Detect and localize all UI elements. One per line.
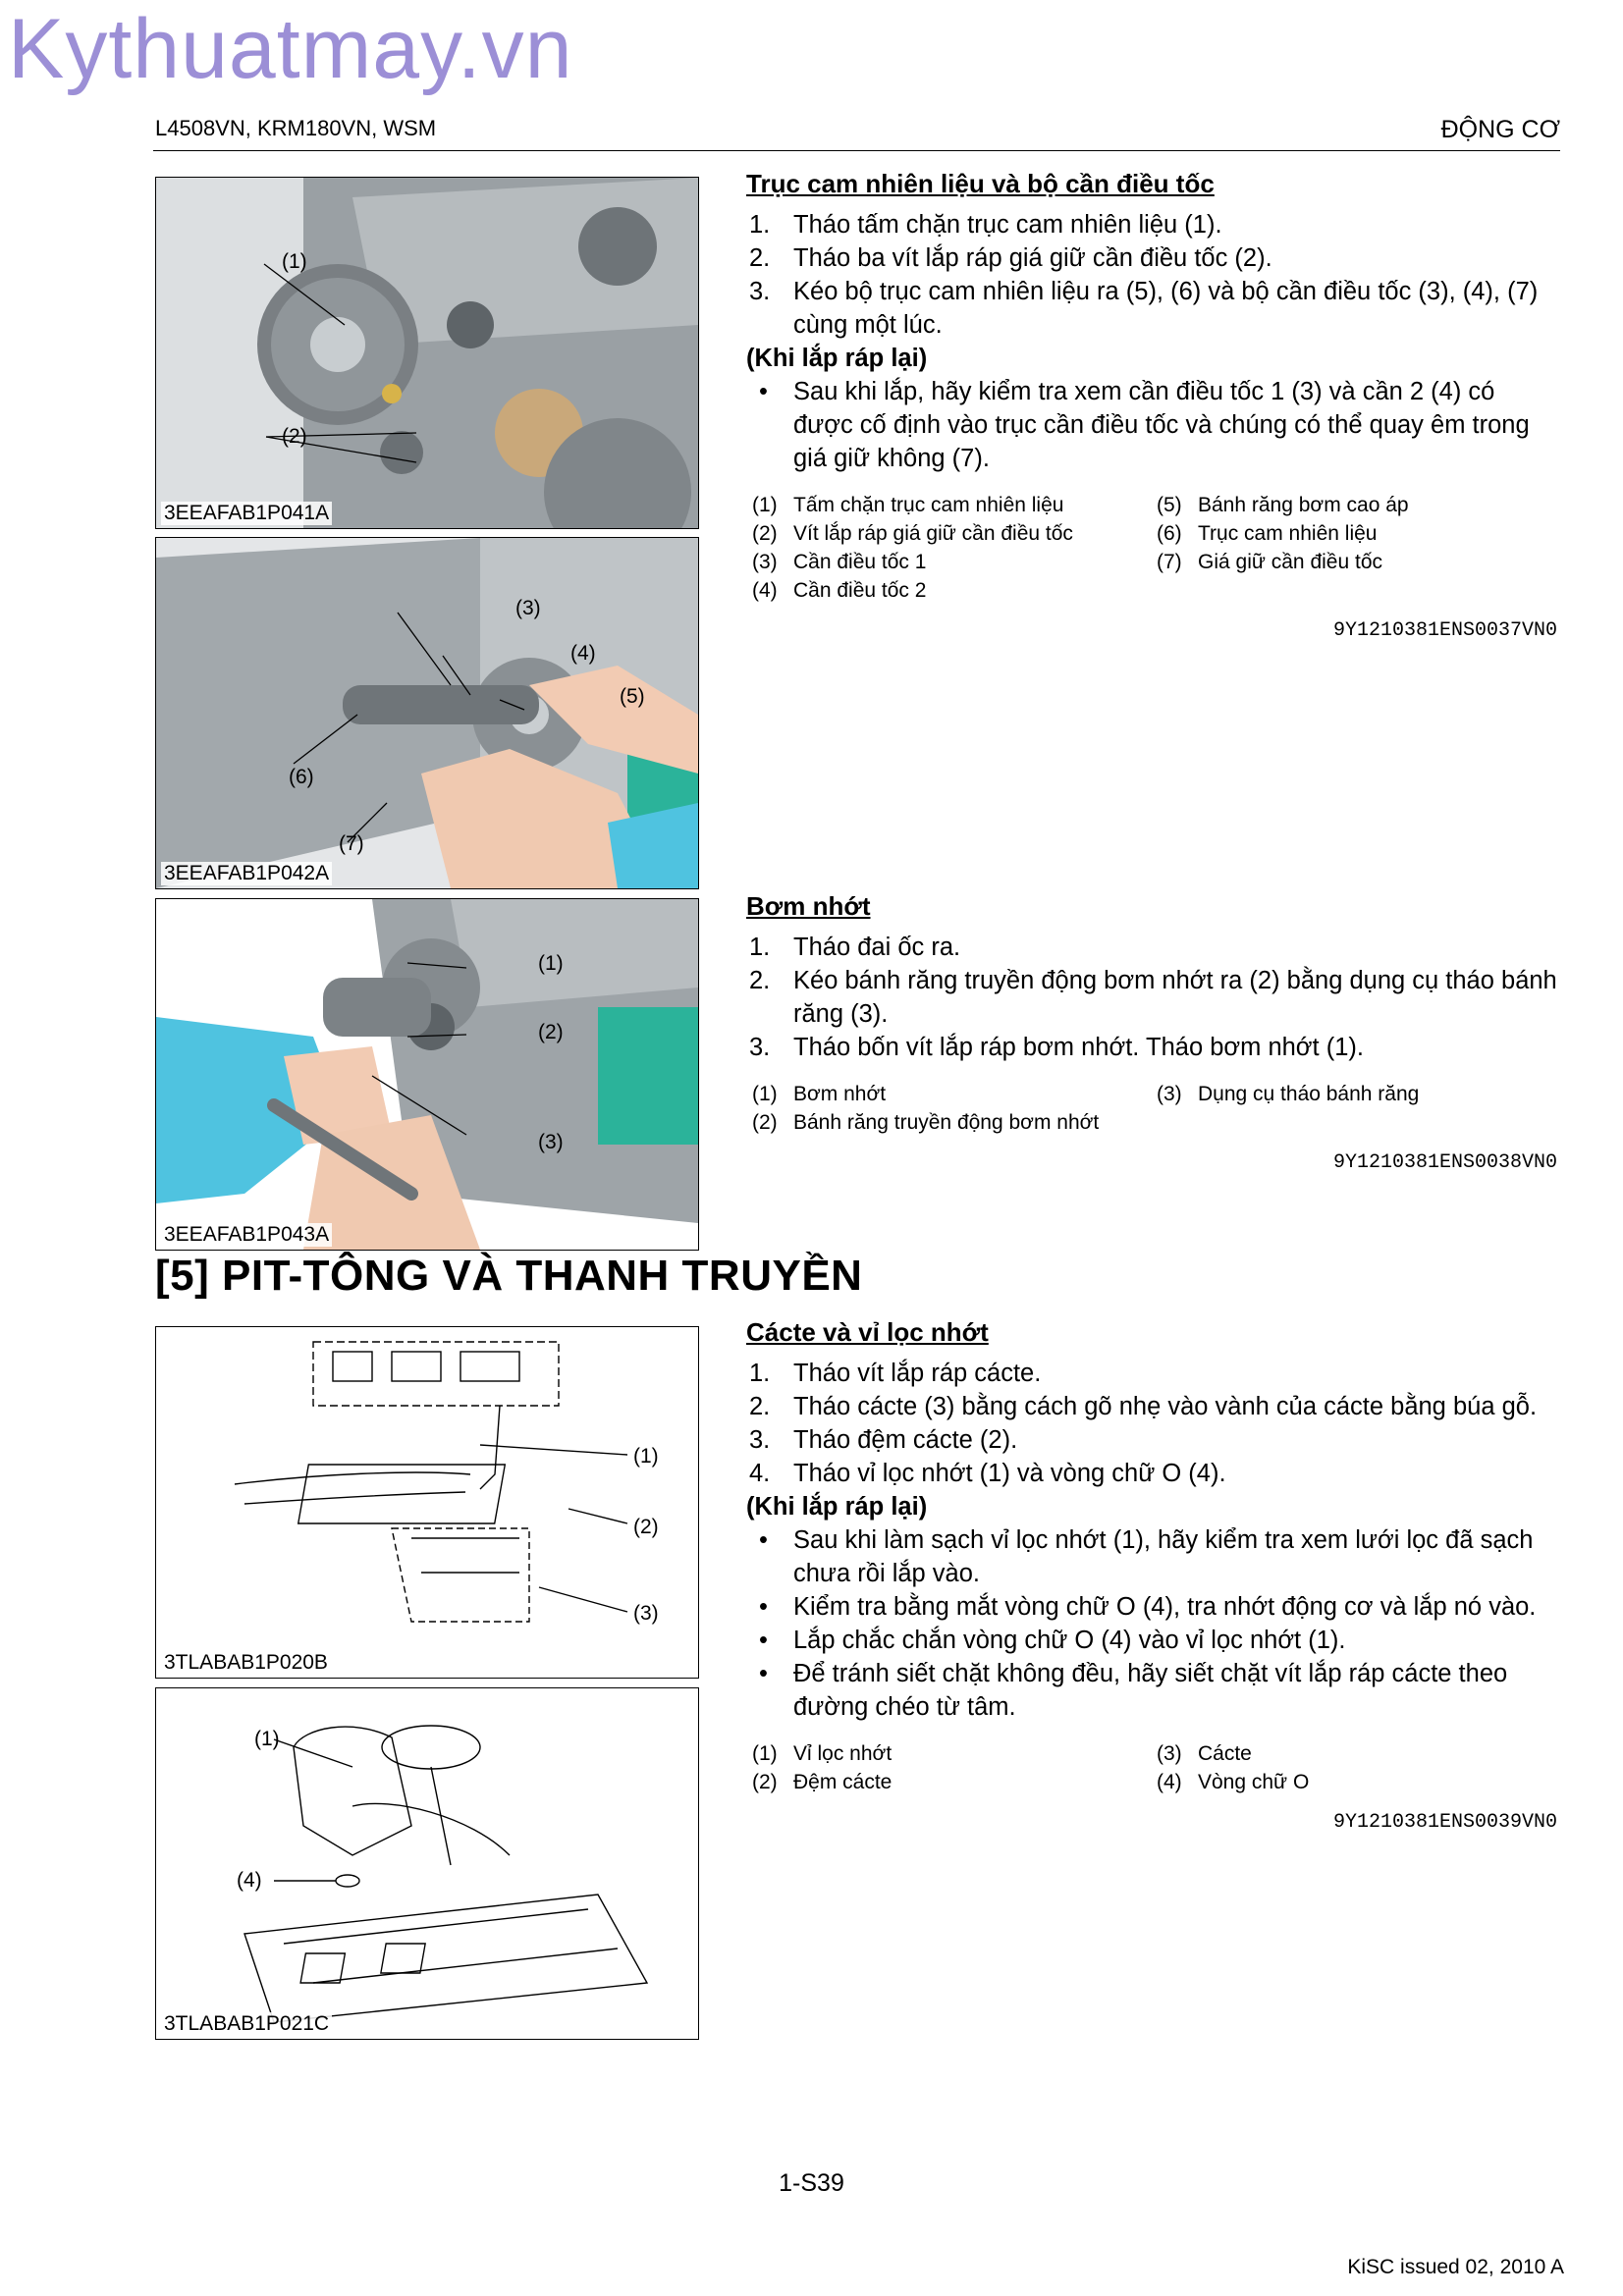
figure-code: 3TLABAB1P020B bbox=[161, 1651, 331, 1675]
section-oil-pump bbox=[746, 889, 1561, 1180]
section-title: Trục cam nhiên liệu và bộ cần điều tốc bbox=[746, 169, 1215, 198]
callout-3: (3) bbox=[633, 1602, 659, 1625]
legend bbox=[746, 1739, 1561, 1796]
step bbox=[746, 1031, 1561, 1064]
step bbox=[746, 1457, 1561, 1490]
step-number: 2. bbox=[749, 967, 771, 994]
legend-item: (2) Đệm cácte bbox=[752, 1771, 893, 1793]
header-rule bbox=[153, 150, 1560, 151]
bullet-item: • Sau khi làm sạch vỉ lọc nhớt (1), hãy kiểm tra xem lưới lọc đã sạch chưa rồi lắp vào. bbox=[759, 1526, 1534, 1587]
callout-6: (6) bbox=[289, 766, 314, 788]
step-text: Tháo cácte (3) bằng cách gõ nhẹ vào vành của cácte bằng búa gỗ. bbox=[793, 1393, 1538, 1420]
step-text: Tháo tấm chặn trục cam nhiên liệu (1). bbox=[793, 211, 1222, 239]
step bbox=[746, 931, 1561, 964]
bullet-item: • Để tránh siết chặt không đều, hãy siết chặt vít lắp ráp cácte theo đường chéo từ tâm. bbox=[759, 1660, 1508, 1721]
legend-item bbox=[1151, 1108, 1555, 1137]
line-drawing bbox=[156, 1688, 698, 2039]
figure-code: 3EEAFAB1P043A bbox=[161, 1223, 332, 1247]
bullet-text: Sau khi làm sạch vỉ lọc nhớt (1), hãy kiểm tra xem lưới lọc đã sạch chưa rồi lắp vào. bbox=[793, 1526, 1534, 1587]
document-id: 9Y1210381ENS0038VN0 bbox=[1332, 1151, 1557, 1174]
step-number: 2. bbox=[749, 244, 771, 272]
bullet-text: Sau khi lắp, hãy kiểm tra xem cần điều tốc 1 (3) và cần 2 (4) có được cố định vào trục cần điều tốc và chúng có thể quay êm trong giá giữ không (7). bbox=[793, 378, 1530, 472]
line-drawing bbox=[156, 1327, 698, 1678]
figure-camshaft-removal bbox=[155, 537, 699, 889]
figure-code: 3TLABAB1P021C bbox=[161, 2012, 332, 2036]
reassembly-subheading: (Khi lắp ráp lại) bbox=[746, 345, 928, 372]
legend-item: (3) Cần điều tốc 1 bbox=[752, 551, 927, 573]
legend-item: (7) Giá giữ cần điều tốc bbox=[1157, 551, 1382, 573]
step-number: 3. bbox=[749, 1426, 771, 1454]
engine-photo bbox=[156, 178, 698, 528]
callout-2: (2) bbox=[538, 1021, 564, 1043]
step-number: 1. bbox=[749, 211, 771, 239]
callout-1: (1) bbox=[282, 250, 307, 273]
bullet-item: • Sau khi lắp, hãy kiểm tra xem cần điều tốc 1 (3) và cần 2 (4) có được cố định vào trục cần điều tốc và chúng có thể quay êm trong giá giữ không (7). bbox=[759, 378, 1530, 472]
figure-code: 3EEAFAB1P041A bbox=[161, 502, 332, 525]
section-fuel-camshaft bbox=[746, 167, 1561, 648]
legend-item: (1) Bơm nhớt bbox=[752, 1083, 887, 1105]
document-id: 9Y1210381ENS0039VN0 bbox=[1332, 1811, 1557, 1834]
step-text: Tháo bốn vít lắp ráp bơm nhớt. Tháo bơm nhớt (1). bbox=[793, 1034, 1364, 1061]
header-chapter: ĐỘNG CƠ bbox=[1440, 116, 1560, 143]
callout-1: (1) bbox=[254, 1728, 280, 1750]
step-text: Kéo bộ trục cam nhiên liệu ra (5), (6) và bộ cần điều tốc (3), (4), (7) cùng một lúc. bbox=[793, 278, 1539, 339]
figure-code: 3EEAFAB1P042A bbox=[161, 862, 332, 885]
legend-item: (4) Cần điều tốc 2 bbox=[752, 579, 927, 602]
page-number: 1-S39 bbox=[779, 2169, 844, 2197]
step-number: 2. bbox=[749, 1393, 771, 1420]
step-number: 1. bbox=[749, 934, 771, 961]
callout-7: (7) bbox=[339, 832, 364, 855]
step-number: 1. bbox=[749, 1360, 771, 1387]
legend-item: (4) Vòng chữ O bbox=[1157, 1771, 1310, 1793]
issue-note: KiSC issued 02, 2010 A bbox=[1347, 2256, 1564, 2278]
section-title: Bơm nhớt bbox=[746, 891, 871, 921]
legend-item: (3) Dụng cụ tháo bánh răng bbox=[1157, 1083, 1420, 1105]
callout-3: (3) bbox=[538, 1131, 564, 1153]
section-oil-pan bbox=[746, 1315, 1561, 1840]
header-model: L4508VN, KRM180VN, WSM bbox=[155, 116, 437, 140]
bullet-text: Để tránh siết chặt không đều, hãy siết chặt vít lắp ráp cácte theo đường chéo từ tâm. bbox=[793, 1660, 1508, 1721]
callout-4: (4) bbox=[570, 642, 596, 665]
callout-2: (2) bbox=[282, 425, 307, 448]
callout-4: (4) bbox=[237, 1869, 262, 1892]
section-title: Cácte và vỉ lọc nhớt bbox=[746, 1317, 989, 1347]
step bbox=[746, 275, 1561, 342]
reassembly-subheading: (Khi lắp ráp lại) bbox=[746, 1493, 928, 1521]
document-id: 9Y1210381ENS0037VN0 bbox=[1332, 619, 1557, 642]
legend-item: (6) Trục cam nhiên liệu bbox=[1157, 522, 1378, 545]
step-text: Tháo ba vít lắp ráp giá giữ cần điều tốc (2). bbox=[793, 244, 1272, 272]
bullet-text: Kiểm tra bằng mắt vòng chữ O (4), tra nhớt động cơ và lắp nó vào. bbox=[793, 1593, 1537, 1621]
step-text: Tháo vỉ lọc nhớt (1) và vòng chữ O (4). bbox=[793, 1460, 1226, 1487]
engine-photo bbox=[156, 899, 698, 1250]
step bbox=[746, 964, 1561, 1031]
step bbox=[746, 1390, 1561, 1423]
step-text: Tháo đai ốc ra. bbox=[793, 934, 961, 961]
step bbox=[746, 1423, 1561, 1457]
callout-3: (3) bbox=[515, 597, 541, 619]
legend-item: (2) Vít lắp ráp giá giữ cần điều tốc bbox=[752, 522, 1073, 545]
figure-oil-pump bbox=[155, 898, 699, 1251]
step bbox=[746, 1357, 1561, 1390]
legend-item: (2) Bánh răng truyền động bơm nhớt bbox=[752, 1111, 1100, 1134]
legend-item bbox=[1151, 576, 1555, 605]
legend-item: (3) Cácte bbox=[1157, 1742, 1252, 1765]
legend-item: (1) Tấm chặn trục cam nhiên liệu bbox=[752, 494, 1064, 516]
callout-1: (1) bbox=[633, 1445, 659, 1468]
step-number: 3. bbox=[749, 278, 771, 305]
bullet-item: • Kiểm tra bằng mắt vòng chữ O (4), tra nhớt động cơ và lắp nó vào. bbox=[759, 1593, 1537, 1621]
callout-5: (5) bbox=[620, 685, 645, 708]
step bbox=[746, 241, 1561, 275]
legend bbox=[746, 491, 1561, 605]
step-text: Tháo vít lắp ráp cácte. bbox=[793, 1360, 1042, 1387]
engine-photo bbox=[156, 538, 698, 888]
watermark-logo: Kythuatmay.vn bbox=[8, 2, 573, 96]
legend-item: (1) Vỉ lọc nhớt bbox=[752, 1742, 893, 1765]
legend bbox=[746, 1080, 1561, 1137]
bullet-item: • Lắp chắc chắn vòng chữ O (4) vào vỉ lọc nhớt (1). bbox=[759, 1627, 1346, 1654]
bullet-text: Lắp chắc chắn vòng chữ O (4) vào vỉ lọc nhớt (1). bbox=[793, 1627, 1346, 1654]
step bbox=[746, 208, 1561, 241]
figure-oil-pan-diagram bbox=[155, 1326, 699, 1679]
callout-2: (2) bbox=[633, 1516, 659, 1538]
legend-item: (5) Bánh răng bơm cao áp bbox=[1157, 494, 1409, 516]
figure-oil-strainer-diagram bbox=[155, 1687, 699, 2040]
step-text: Kéo bánh răng truyền động bơm nhớt ra (2) bằng dụng cụ tháo bánh răng (3). bbox=[793, 967, 1557, 1028]
step-number: 4. bbox=[749, 1460, 771, 1487]
step-text: Tháo đệm cácte (2). bbox=[793, 1426, 1018, 1454]
callout-1: (1) bbox=[538, 952, 564, 975]
figure-fuel-camshaft-stopper bbox=[155, 177, 699, 529]
step-number: 3. bbox=[749, 1034, 771, 1061]
chapter-heading: [5] PIT-TÔNG VÀ THANH TRUYỀN bbox=[155, 1252, 863, 1300]
